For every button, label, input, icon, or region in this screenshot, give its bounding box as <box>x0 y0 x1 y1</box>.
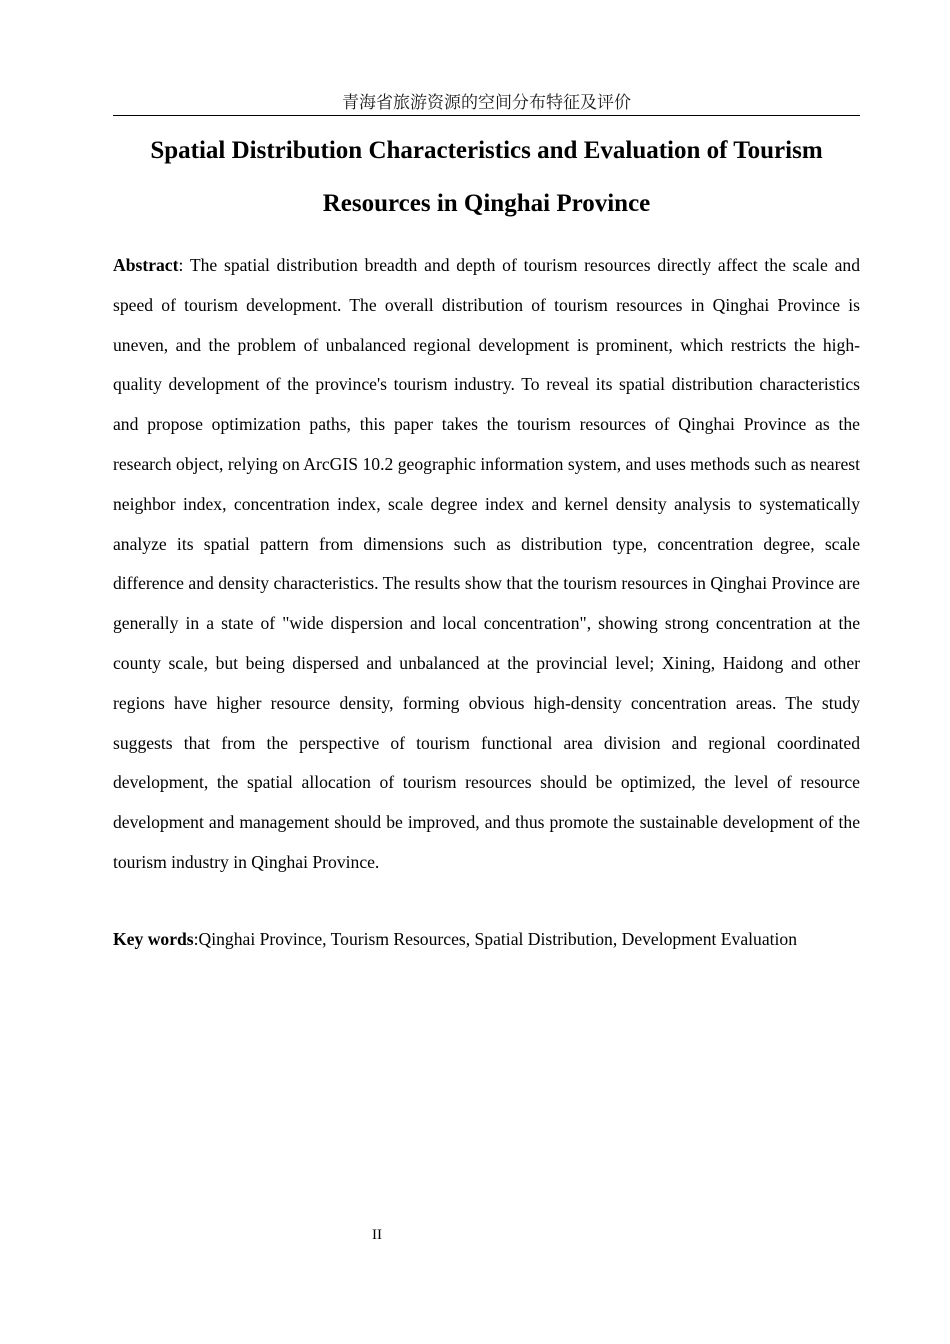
running-header: 青海省旅游资源的空间分布特征及评价 <box>113 92 860 116</box>
page-number: II <box>372 1227 382 1243</box>
abstract-label: Abstract <box>113 255 179 275</box>
paper-title: Spatial Distribution Characteristics and Evaluation of Tourism Resources in Qinghai Province <box>150 137 823 217</box>
abstract-text: The spatial distribution breadth and depth of tourism resources directly affect the scale and speed of tourism development. The overall distribution of tourism resources in Qinghai Province is uneven, and the problem of unbalanced regional development is prominent, which restricts the high-quality development of the province's tourism industry. To reveal its spatial distribution characteristics and propose optimization paths, this paper takes the tourism resources of Qinghai Province as the research object, relying on ArcGIS 10.2 geographic information system, and uses methods such as nearest neighbor index, concentration index, scale degree index and kernel density analysis to systematically analyze its spatial pattern from dimensions such as distribution type, concentration degree, scale difference and density characteristics. The results show that the tourism resources in Qinghai Province are generally in a state of "wide dispersion and local concentration", showing strong concentration at the county scale, but being dispersed and unbalanced at the provincial level; Xining, Haidong and other regions have higher resource density, forming obvious high-density concentration areas. The study suggests that from the perspective of tourism functional area division and regional coordinated development, the spatial allocation of tourism resources should be optimized, the level of resource development and management should be improved, and thus promote the sustainable development of the tourism industry in Qinghai Province. <box>113 255 860 872</box>
keywords-line <box>113 926 873 952</box>
keywords-text: :Qinghai Province, Tourism Resources, Spatial Distribution, Development Evaluation <box>193 929 798 949</box>
keywords-label: Key words <box>113 929 194 949</box>
abstract-paragraph <box>113 246 860 883</box>
abstract-separator: : <box>178 255 190 275</box>
